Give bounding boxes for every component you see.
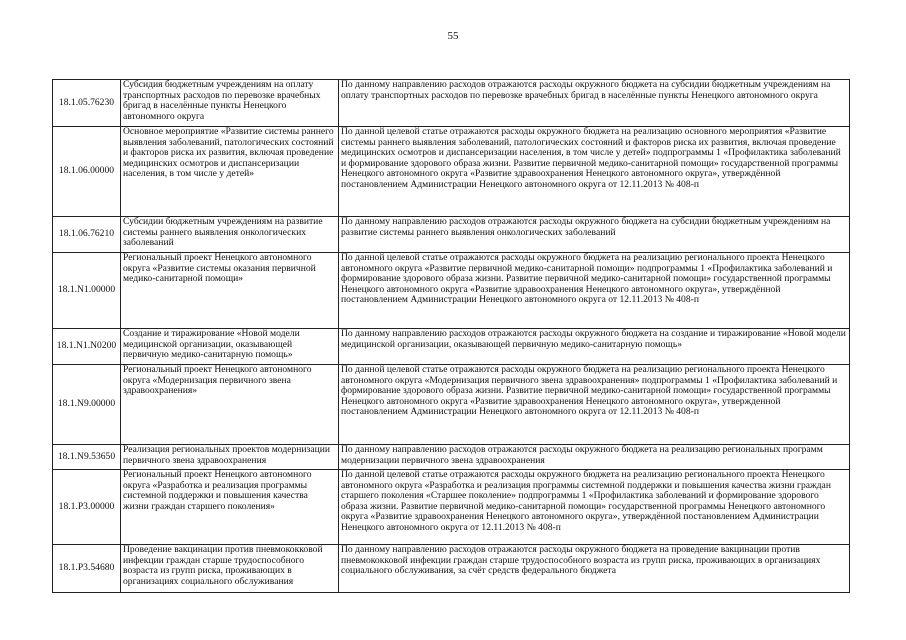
table-row bbox=[53, 470, 850, 545]
row-description: По данному направлению расходов отражаются расходы окружного бюджета на субсидии бюджетным учреждениям на развитие системы раннего выявления онкологических заболеваний bbox=[339, 217, 850, 253]
table-row bbox=[53, 253, 850, 329]
row-description: По данной целевой статье отражаются расходы окружного бюджета на реализацию регионального проекта Ненецкого автономного округа «Модернизация первичного звена здравоохранения» подпрограммы 1 «Профилактика заболеваний и формирование здорового образа жизни. Развитие первичной медико-санитарной помощи» государственной программы Ненецкого автономного округа «Развитие здравоохранения Ненецкого автономного округа», утвержденной постановлением Администрации Ненецкого автономного округа от 12.11.2013 № 408-п bbox=[339, 365, 850, 445]
row-code: 18.1.N1.00000 bbox=[53, 253, 121, 329]
row-name: Субсидии бюджетным учреждениям на развитие системы раннего выявления онкологических заболеваний bbox=[121, 217, 339, 253]
row-name: Региональный проект Ненецкого автономного округа «Модернизация первичного звена здравоохранения» bbox=[121, 365, 339, 445]
row-name: Реализация региональных проектов модернизации первичного звена здравоохранения bbox=[121, 445, 339, 470]
row-code: 18.1.05.76230 bbox=[53, 80, 121, 127]
row-name: Проведение вакцинации против пневмококковой инфекции граждан старше трудоспособного возраста из групп риска, проживающих в организациях социального обслуживания bbox=[121, 545, 339, 593]
table-row bbox=[53, 445, 850, 470]
row-name: Региональный проект Ненецкого автономного округа «Развитие системы оказания первичной медико-санитарной помощи» bbox=[121, 253, 339, 329]
table-row bbox=[53, 80, 850, 127]
row-code: 18.1.N9.53650 bbox=[53, 445, 121, 470]
row-name: Региональный проект Ненецкого автономного округа «Разработка и реализация программы системной поддержки и повышения качества жизни граждан старшего поколения» bbox=[121, 470, 339, 545]
row-description: По данному направлению расходов отражаются расходы окружного бюджета на реализацию региональных программ модернизации первичного звена здравоохранения bbox=[339, 445, 850, 470]
row-name: Субсидия бюджетным учреждениям на оплату транспортных расходов по перевозке врачебных бригад в населённые пункты Ненецкого автономного округа bbox=[121, 80, 339, 127]
row-code: 18.1.06.76210 bbox=[53, 217, 121, 253]
row-code: 18.1.P3.00000 bbox=[53, 470, 121, 545]
table-row bbox=[53, 545, 850, 593]
row-name: Основное мероприятие «Развитие системы раннего выявления заболеваний, патологических состояний и факторов риска их развития, включая проведение медицинских осмотров и диспансеризации населения, в том числе у детей» bbox=[121, 127, 339, 217]
row-code: 18.1.N1.N0200 bbox=[53, 329, 121, 365]
budget-classification-table bbox=[52, 79, 850, 593]
table-row bbox=[53, 365, 850, 445]
row-code: 18.1.N9.00000 bbox=[53, 365, 121, 445]
table-row bbox=[53, 127, 850, 217]
row-description: По данной целевой статье отражаются расходы окружного бюджета на реализацию основного мероприятия «Развитие системы раннего выявления заболеваний, патологических состояний и факторов риска их развития, включая проведение медицинских осмотров и диспансеризации населения, в том числе у детей» подпрограммы 1 «Профилактика заболеваний и формирование здорового образа жизни. Развитие первичной медико-санитарной помощи» государственной программы Ненецкого автономного округа «Развитие здравоохранения Ненецкого автономного округа», утверждённой постановлением Администрации Ненецкого автономного округа от 12.11.2013 № 408-п bbox=[339, 127, 850, 217]
page-number: 55 bbox=[447, 30, 459, 42]
row-code: 18.1.P3.54680 bbox=[53, 545, 121, 593]
row-description: По данному направлению расходов отражаются расходы окружного бюджета на создание и тиражирование «Новой модели медицинской организации, оказывающей первичную медико-санитарную помощь» bbox=[339, 329, 850, 365]
row-description: По данной целевой статье отражаются расходы окружного бюджета на реализацию регионального проекта Ненецкого автономного округа «Развитие первичной медико-санитарной помощи» подпрограммы 1 «Профилактика заболеваний и формирование здорового образа жизни. Развитие первичной медико-санитарной помощи» государственной программы Ненецкого автономного округа «Развитие здравоохранения Ненецкого автономного округа», утверждённой постановлением Администрации Ненецкого автономного округа от 12.11.2013 № 408-п bbox=[339, 253, 850, 329]
row-description: По данной целевой статье отражаются расходы окружного бюджета на реализацию регионального проекта Ненецкого автономного округа «Разработка и реализация программы системной поддержки и повышения качества жизни граждан старшего поколения «Старшее поколение» подпрограммы 1 «Профилактика заболеваний и формирование здорового образа жизни. Развитие первичной медико-санитарной помощи» государственной программы Ненецкого автономного округа «Развитие здравоохранения Ненецкого автономного округа», утверждённой постановлением Администрации Ненецкого автономного округа от 12.11.2013 № 408-п bbox=[339, 470, 850, 545]
table-row bbox=[53, 329, 850, 365]
row-description: По данному направлению расходов отражаются расходы окружного бюджета на субсидии бюджетным учреждениям на оплату транспортных расходов по перевозке врачебных бригад в населённые пункты Ненецкого автономного округа bbox=[339, 80, 850, 127]
row-description: По данному направлению расходов отражаются расходы окружного бюджета на проведение вакцинации против пневмококковой инфекции граждан старше трудоспособного возраста из групп риска, проживающих в организациях социального обслуживания, за счёт средств федерального бюджета bbox=[339, 545, 850, 593]
table-row bbox=[53, 217, 850, 253]
row-code: 18.1.06.00000 bbox=[53, 127, 121, 217]
row-name: Создание и тиражирование «Новой модели медицинской организации, оказывающей первичную медико-санитарную помощь» bbox=[121, 329, 339, 365]
